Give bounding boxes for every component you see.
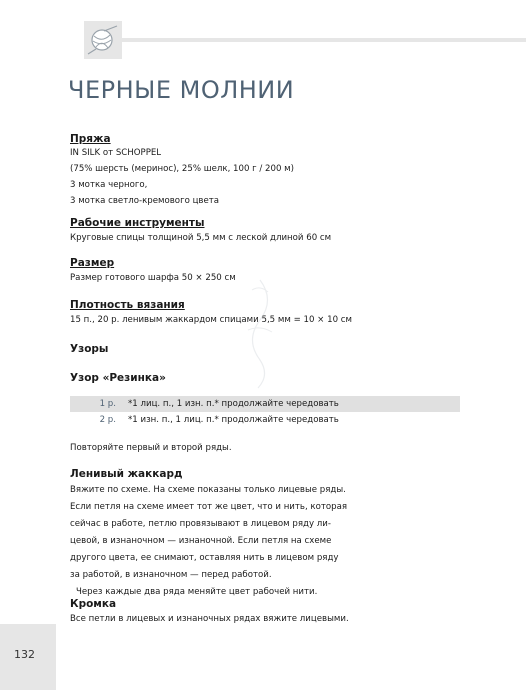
tools-heading: Рабочие инструменты [70, 217, 205, 229]
jacquard-line: Через каждые два ряда меняйте цвет рабочей нити. [76, 587, 318, 597]
pattern-row [70, 396, 460, 412]
tools-line: Круговые спицы толщиной 5,5 мм с леской длиной 60 см [70, 233, 332, 243]
yarn-line: (75% шерсть (меринос), 25% шелк, 100 г / 200 м) [70, 164, 295, 174]
yarn-line: 3 мотка черного, [70, 180, 148, 190]
gauge-heading: Плотность вязания [70, 299, 185, 311]
jacquard-line: сейчас в работе, петлю провязывают в лицевом ряду ли- [70, 519, 331, 529]
row-number: 1 р. [99, 399, 116, 409]
jacquard-line: цевой, в изнаночном — изнаночной. Если петля на схеме [70, 536, 332, 546]
size-heading: Размер [70, 257, 115, 269]
jacquard-heading: Ленивый жаккард [70, 468, 183, 480]
jacquard-line: Вяжите по схеме. На схеме показаны только лицевые ряды. [70, 485, 346, 495]
yarn-line: IN SILK от SCHOPPEL [70, 148, 162, 158]
row-number: 2 р. [99, 415, 116, 425]
page-title: ЧЕРНЫЕ МОЛНИИ [68, 76, 295, 104]
size-line: Размер готового шарфа 50 × 250 см [70, 273, 236, 283]
yarn-ball-icon [84, 21, 122, 59]
rib-heading: Узор «Резинка» [70, 372, 166, 384]
edge-heading: Кромка [70, 598, 117, 610]
patterns-heading: Узоры [70, 343, 109, 355]
row-instruction: *1 изн. п., 1 лиц. п.* продолжайте чередовать [128, 415, 339, 425]
yarn-line: 3 мотка светло-кремового цвета [70, 196, 220, 206]
jacquard-line: Если петля на схеме имеет тот же цвет, что и нить, которая [70, 502, 348, 512]
rib-note: Повторяйте первый и второй ряды. [70, 443, 232, 453]
jacquard-line: другого цвета, ее снимают, оставляя нить в лицевом ряду [70, 553, 339, 563]
watermark-icon [230, 270, 290, 394]
pattern-row [70, 412, 460, 428]
header-rule [122, 38, 526, 42]
page-number: 132 [14, 648, 35, 661]
gauge-line: 15 п., 20 р. ленивым жаккардом спицами 5,5 мм = 10 × 10 см [70, 315, 352, 325]
row-instruction: *1 лиц. п., 1 изн. п.* продолжайте чередовать [128, 399, 339, 409]
yarn-heading: Пряжа [70, 133, 111, 145]
edge-line: Все петли в лицевых и изнаночных рядах вяжите лицевыми. [70, 614, 349, 624]
jacquard-line: за работой, в изнаночном — перед работой. [70, 570, 272, 580]
